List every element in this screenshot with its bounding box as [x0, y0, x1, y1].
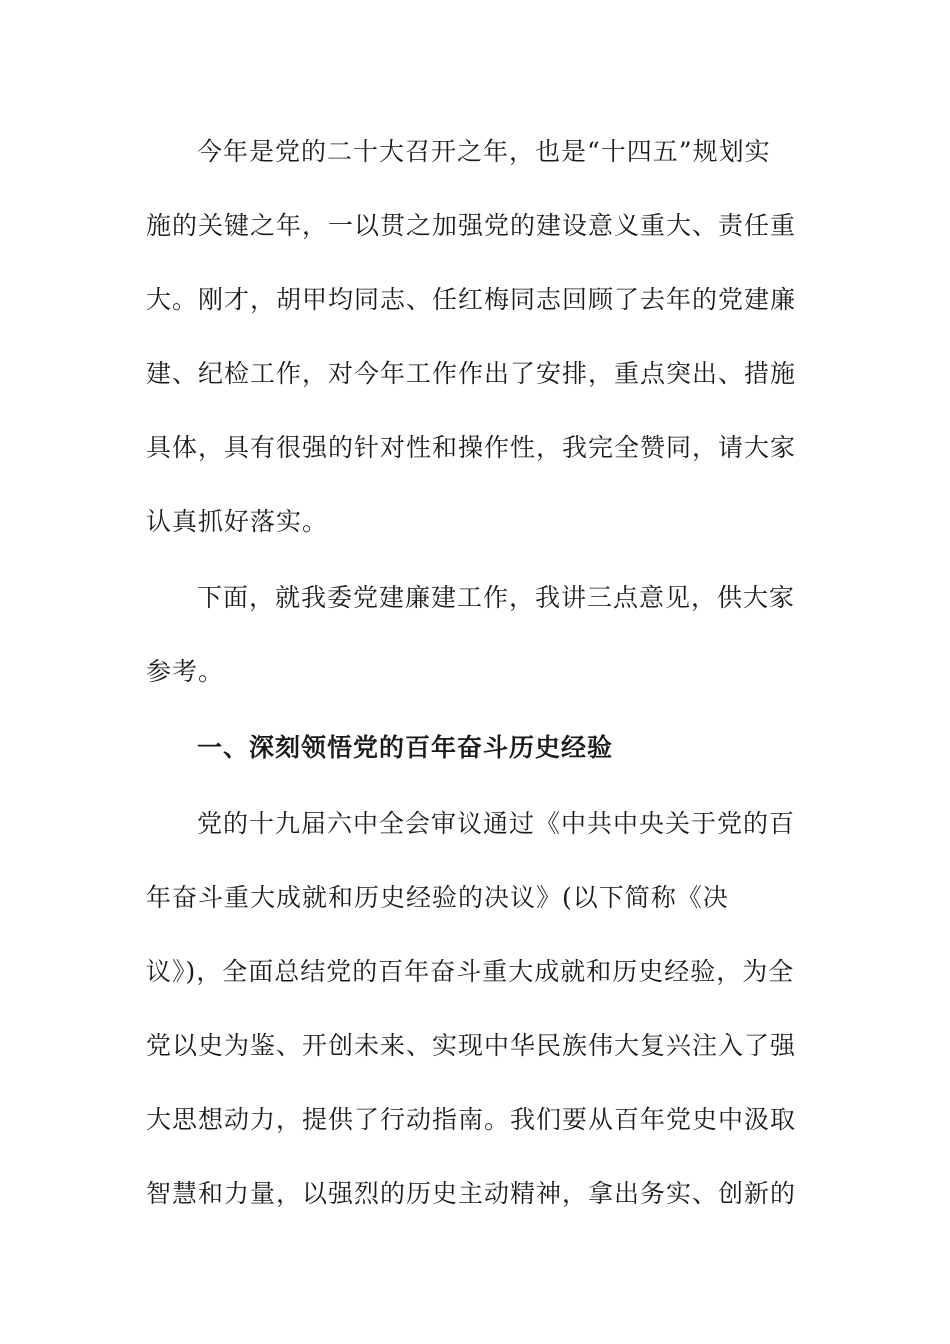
paragraph-3-line-1: 党的十九届六中全会审议通过《中共中央关于党的百	[197, 809, 796, 838]
paragraph-1-line-2: 施的关键之年，一以贯之加强党的建设意义重大、责任重	[146, 211, 797, 240]
paragraph-1-line-1: 今年是党的二十大召开之年，也是“十四五”规划实	[197, 137, 771, 166]
paragraph-2-line-1: 下面，就我委党建廉建工作，我讲三点意见，供大家	[197, 583, 796, 612]
paragraph-1-line-6: 认真抓好落实。	[146, 507, 329, 536]
paragraph-3-line-2: 年奋斗重大成就和历史经验的决议》(以下简称《决	[146, 883, 729, 912]
paragraph-2-line-2: 参考。	[146, 657, 225, 686]
paragraph-1-line-4: 建、纪检工作，对今年工作作出了安排，重点突出、措施	[146, 359, 797, 388]
paragraph-3-line-5: 大思想动力，提供了行动指南。我们要从百年党史中汲取	[146, 1105, 797, 1134]
section-heading: 一、深刻领悟党的百年奋斗历史经验	[197, 733, 614, 762]
paragraph-3-line-3: 议》)，全面总结党的百年奋斗重大成就和历史经验，为全	[146, 957, 795, 986]
paragraph-3-line-6: 智慧和力量，以强烈的历史主动精神，拿出务实、创新的	[146, 1179, 797, 1208]
paragraph-3-line-4: 党以史为鉴、开创未来、实现中华民族伟大复兴注入了强	[146, 1031, 797, 1060]
paragraph-1-line-5: 具体，具有很强的针对性和操作性，我完全赞同，请大家	[146, 433, 797, 462]
paragraph-1-line-3: 大。刚才，胡甲均同志、任红梅同志回顾了去年的党建廉	[146, 285, 797, 314]
